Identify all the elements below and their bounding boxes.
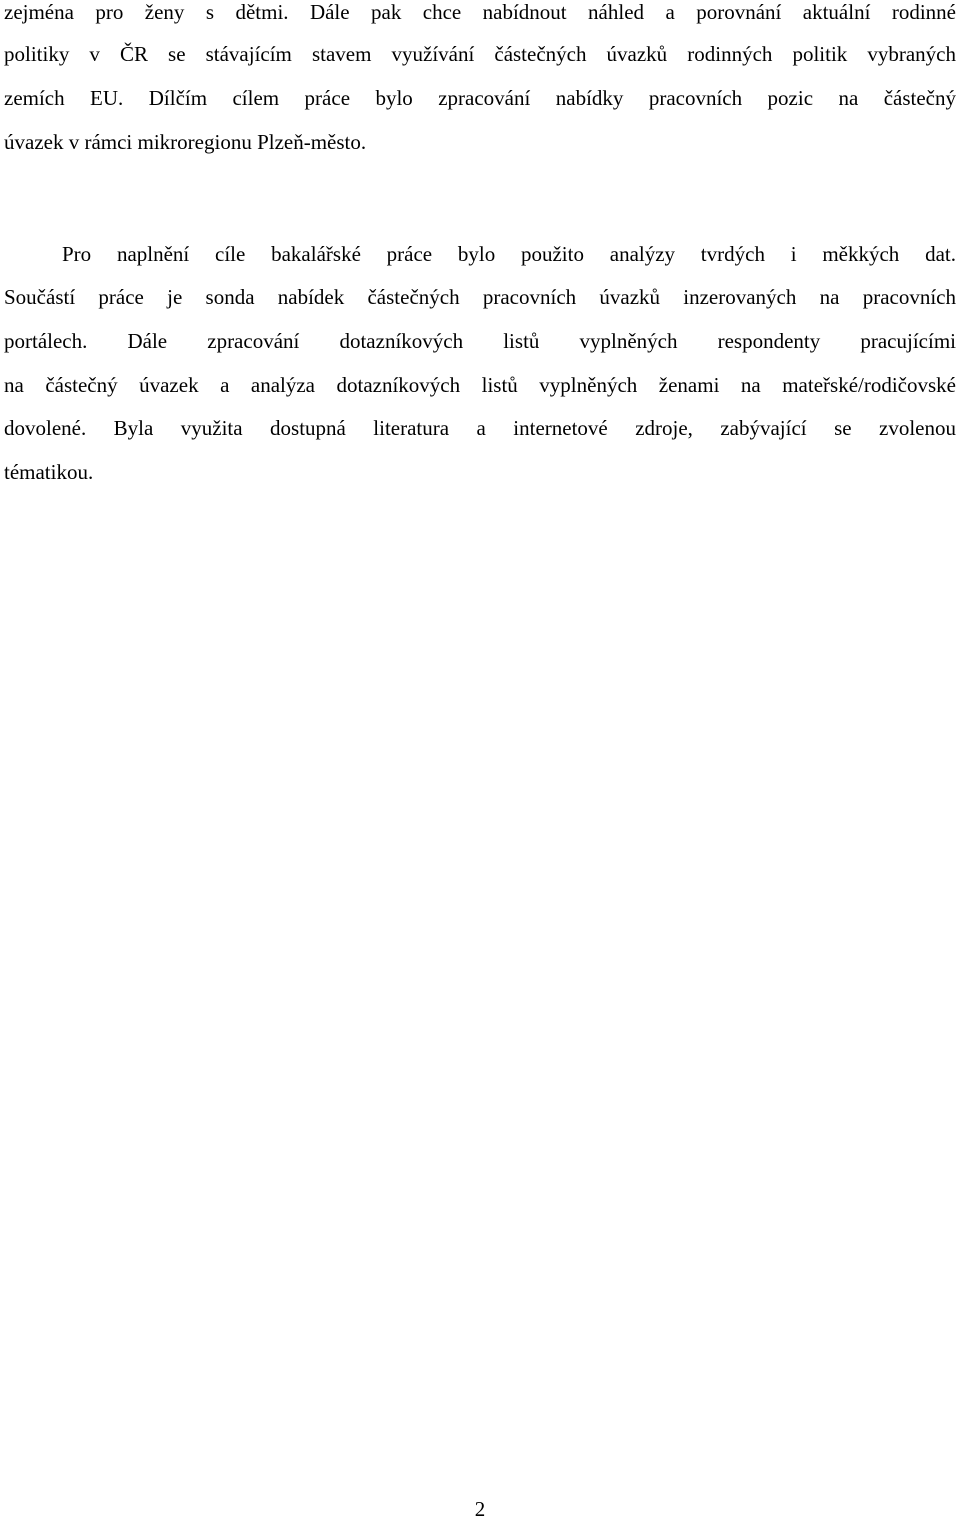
paragraph-line: zejména pro ženy s dětmi. Dále pak chce nabídnout náhled a porovnání aktuální rodinné [4, 0, 956, 24]
paragraph-line: zemích EU. Dílčím cílem práce bylo zpracování nabídky pracovních pozic na částečný [4, 86, 956, 110]
paragraph-line: Pro naplnění cíle bakalářské práce bylo použito analýzy tvrdých i měkkých dat. [62, 242, 956, 266]
paragraph-line: tématikou. [4, 460, 94, 484]
paragraph-line: na částečný úvazek a analýza dotazníkových listů vyplněných ženami na mateřské/rodičovské [4, 373, 956, 397]
paragraph-line: politiky v ČR se stávajícím stavem využívání částečných úvazků rodinných politik vybraných [4, 42, 956, 66]
paragraph-line: dovolené. Byla využita dostupná literatura a internetové zdroje, zabývající se zvolenou [4, 416, 956, 440]
paragraph-line: portálech. Dále zpracování dotazníkových listů vyplněných respondenty pracujícími [4, 329, 956, 353]
paragraph-line: úvazek v rámci mikroregionu Plzeň-město. [4, 130, 367, 154]
paragraph-line: Součástí práce je sonda nabídek částečných pracovních úvazků inzerovaných na pracovních [4, 285, 956, 309]
document-page [4, 0, 956, 1521]
page-number: 2 [474, 1497, 486, 1521]
